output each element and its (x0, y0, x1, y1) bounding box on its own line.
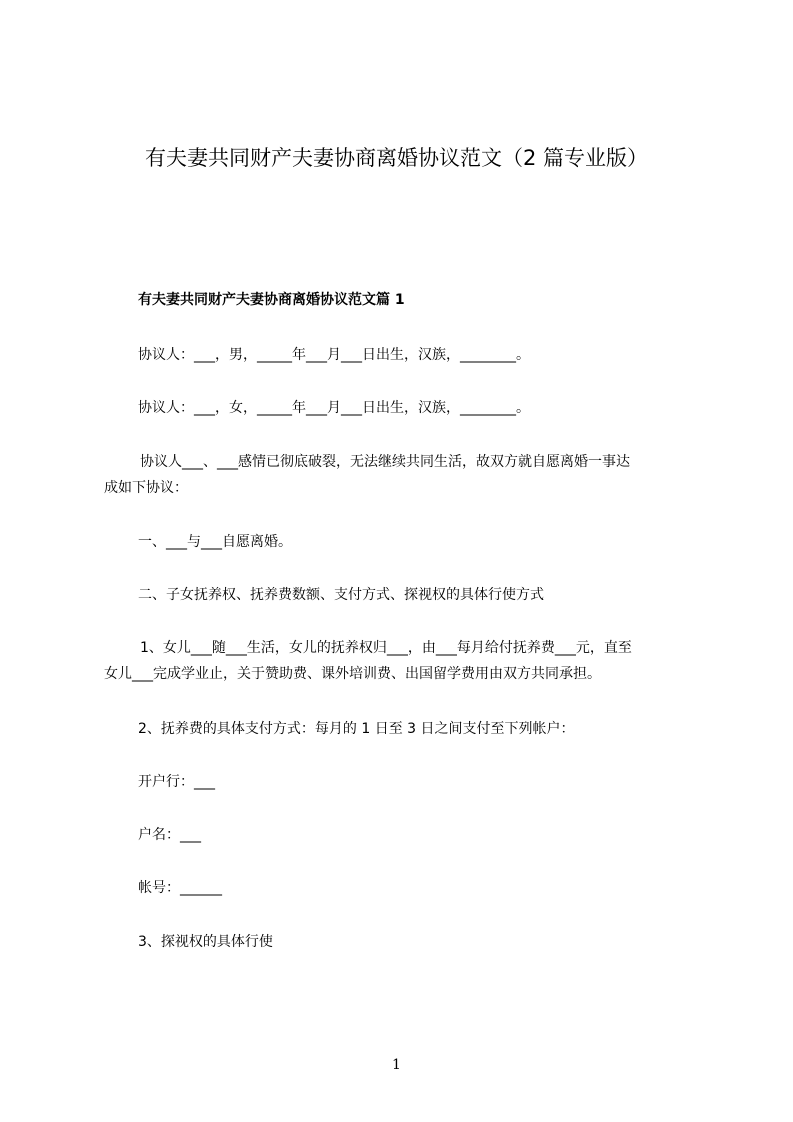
bank-name-line: 开户行：___ (138, 774, 215, 790)
visitation-heading: 3、探视权的具体行使 (138, 934, 273, 950)
custody-item-line-1: 1、女儿___随___生活，女儿的抚养权归___，由___每月给付抚养费___元，直至 (140, 640, 632, 656)
section-heading: 有夫妻共同财产夫妻协商离婚协议范文篇 1 (138, 292, 405, 308)
account-holder-line: 户名：___ (138, 827, 201, 843)
clause-one: 一、___与___自愿离婚。 (138, 534, 292, 550)
custody-item-line-2: 女儿___完成学业止，关于赞助费、课外培训费、出国留学费用由双方共同承担。 (104, 666, 601, 682)
agreement-intro-line-2: 成如下协议： (104, 480, 188, 496)
agreement-intro-line-1: 协议人___、___感情已彻底破裂，无法继续共同生活，故双方就自愿离婚一事达 (140, 454, 630, 470)
document-title: 有夫妻共同财产夫妻协商离婚协议范文（2 篇专业版） (144, 146, 649, 170)
party-two-line: 协议人：___，女，_____年___月___日出生，汉族，________。 (138, 400, 530, 416)
account-number-line: 帐号：______ (138, 880, 222, 896)
page-number: 1 (392, 1057, 401, 1073)
clause-two-heading: 二、子女抚养权、抚养费数额、支付方式、探视权的具体行使方式 (138, 587, 544, 603)
payment-method-line: 2、抚养费的具体支付方式：每月的 1 日至 3 日之间支付至下列帐户： (138, 721, 575, 737)
party-one-line: 协议人：___，男，_____年___月___日出生，汉族，________。 (138, 347, 530, 363)
